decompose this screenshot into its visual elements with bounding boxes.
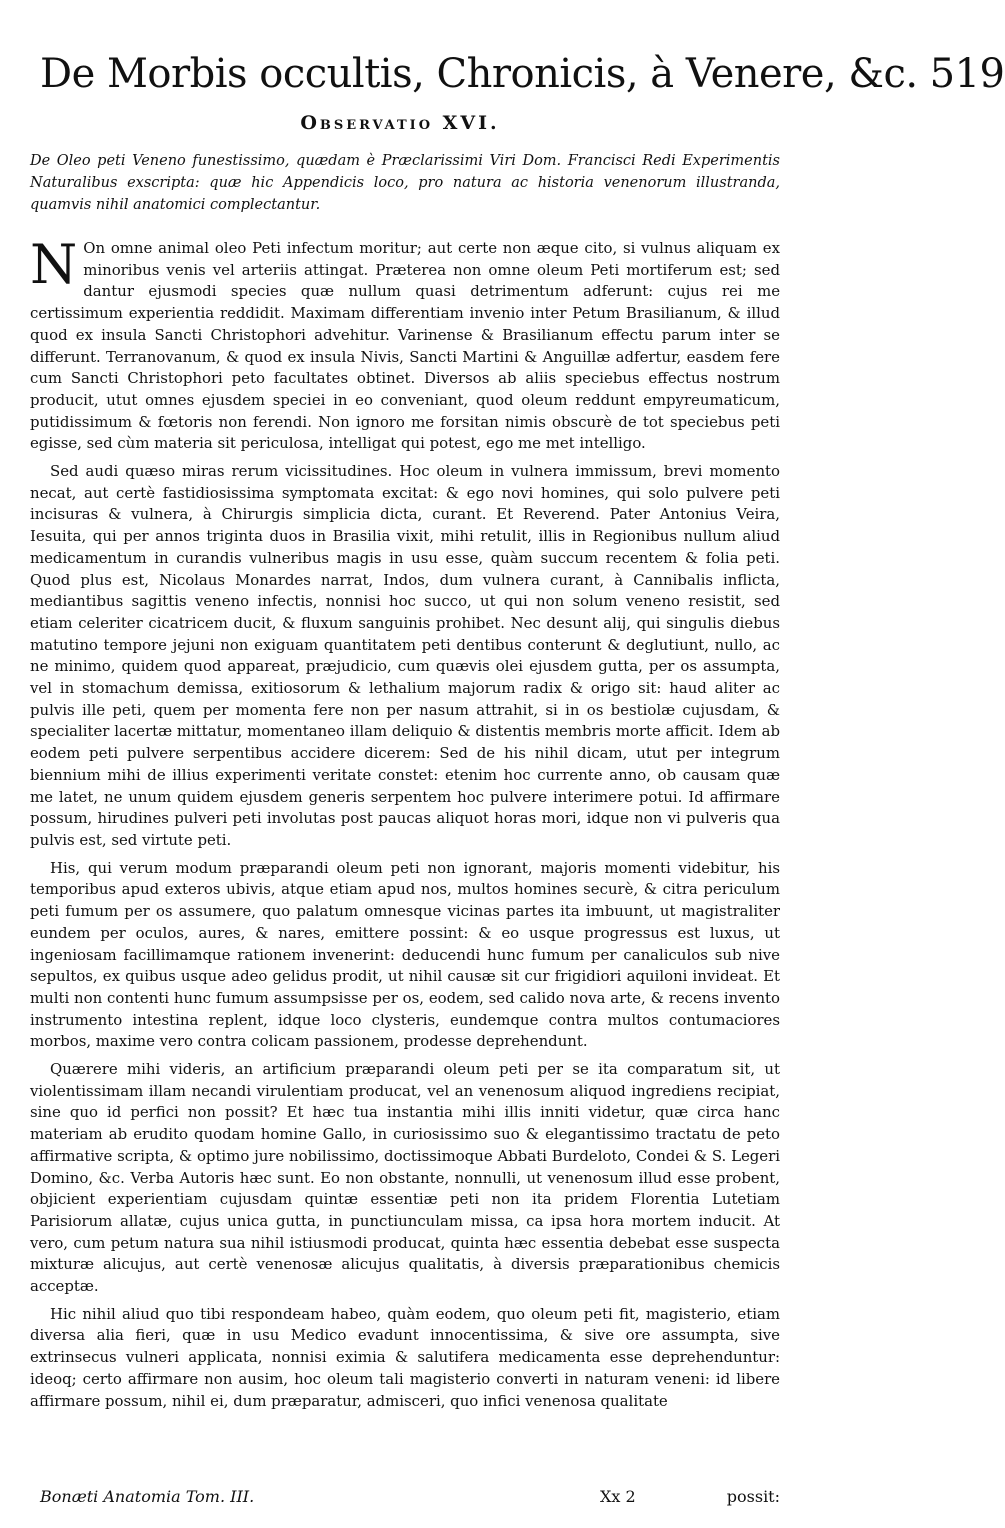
signature-mark: Xx 2 <box>600 1487 636 1506</box>
body-text <box>30 233 780 1418</box>
drop-cap: N <box>30 233 78 296</box>
catchword: possit: <box>726 1487 780 1506</box>
paragraph-4: Quærere mihi videris, an artificium præparandi oleum peti per se ita comparatum sit, ut violentissimam illam necandi virulentiam producat, vel an venenosum aliquod ingrediens recipiat, sine quo id perfici non possit? Et hæc tua instantia mihi illis inniti videtur, quæ circa hanc materiam ab erudito quodam homine Gallo, in curiosissimo suo & elegantissimo tractatu de peto affirmative scripta, & optimo jure nobilissimo, doctissimoque Abbati Burdeloto, Condei & S. Legeri Domino, &c. Verba Autoris hæc sunt. Eo non obstante, nonnulli, ut venenosum illud esse probent, objicient experientiam cujusdam quintæ essentiæ peti non ita pridem Florentia Lutetiam Parisiorum allatæ, cujus unica gutta, in punctiunculam missa, ca ipsa hora mortem inducit. At vero, cum petum natura sua nihil istiusmodi producat, quinta hæc essentia debebat esse suspecta mixturæ alicujus, aut certè venenosæ alicujus qualitatis, à diversis præparationibus chemicis acceptæ. <box>30 1060 780 1296</box>
page-number: 519 <box>929 51 1005 97</box>
footer-author: Bonæti Anatomia Tom. III. <box>40 1487 255 1506</box>
running-title: De Morbis occultis, Chronicis, à Venere, &c. <box>40 51 918 97</box>
running-head <box>40 50 1005 98</box>
paragraph-2: Sed audi quæso miras rerum vicissitudines. Hoc oleum in vulnera immissum, brevi momento necat, aut certè fastidiosissima symptomata excitat: & ego novi homines, qui solo pulvere peti incisuras & vulnera, à Chirurgis simplicia dicta, curant. Et Reverend. Pater Antonius Veira, Iesuita, qui per annos triginta duos in Brasilia vixit, mihi retulit, illis in Regionibus nullum aliud medicamentum in curandis vulneribus magis in usu esse, quàm succum recentem & folia peti. Quod plus est, Nicolaus Monardes narrat, Indos, dum vulnera curant, à Cannibalis inflicta, mediantibus sagittis veneno infectis, nonnisi hoc succo, ut qui non solum veneno resistit, sed etiam celeriter cicatricem ducit, & fluxum sanguinis prohibet. Nec desunt alij, qui singulis diebus matutino tempore jejuni non exiguam quantitatem peti dentibus conterunt & deglutiunt, nullo, ac ne minimo, quidem quod appareat, præjudicio, cum quævis olei ejusdem gutta, per os assumpta, vel in stomachum demissa, exitiosorum & lethalium majorum radix & origo sit: haud aliter ac pulvis ille peti, quem per momenta fere non per nasum attrahit, si in os bestiolæ cujusdam, & specialiter lacertæ mittatur, momentaneo illam deliquio & distentis membris morte afficit. Idem ab eodem peti pulvere serpentibus accidere dicerem: Sed de his nihil dicam, utut per integrum biennium mihi de illius experimenti veritate constet: etenim hoc currente anno, ob causam quæ me latet, ne unum quidem ejusdem generis serpentem hoc pulvere interimere potui. Id affirmare possum, hirudines pulveri peti involutas post paucas aliquot horas mori, idque non vi pulveris qua pulvis est, sed virtute peti. <box>30 462 780 849</box>
observation-intro: De Oleo peti Veneno funestissimo, quædam è Præclarissimi Viri Dom. Francisci Redi Experimentis Naturalibus exscripta: quæ hic Appendicis loco, pro natura ac historia venenorum illustranda, quamvis nihil anatomici complectantur. <box>30 153 780 213</box>
paragraph-3: His, qui verum modum præparandi oleum peti non ignorant, majoris momenti videbitur, his temporibus apud exteros ubivis, atque etiam apud nos, multos homines securè, & citra periculum peti fumum per os assumere, quo palatum omnesque vicinas partes ita imbuunt, ut magistraliter eundem per oculos, aures, & nares, emittere possint: & eo usque progressus est luxus, ut ingeniosam facillimamque rationem invenerint: deducendi hunc fumum per canaliculos sub nive sepultos, ex quibus usque adeo gelidus prodit, ut nihil causæ sit cur frigidiori aquiloni invideat. Et multi non contenti hunc fumum assumpsisse per os, eodem, sed calido nova arte, & recens invento instrumento intestina replent, idque loco clysteris, eundemque contra multos contumaciores morbos, maxime vero contra colicam passionem, prodesse deprehendunt. <box>30 858 780 1051</box>
paragraph-1-text: On omne animal oleo Peti infectum moritur; aut certe non æque cito, si vulnus aliquam ex minoribus venis vel arteriis attingat. Præterea non omne oleum Peti mortiferum est; sed dantur ejusmodi species quæ nullum quasi detrimentum adferunt: cujus rei me certissimum experientia reddidit. Maximam differentiam invenio inter Petum Brasilianum, & illud quod ex insula Sancti Christophori advehitur. Varinense & Brasilianum effectu parum inter se differunt. Terranovanum, & quod ex insula Nivis, Sancti Martini & Anguillæ adfertur, easdem fere cum Sancti Christophori peto facultates obtinet. Diversos ab aliis speciebus effectus nostrum producit, utut omnes ejusdem speciei in eo conveniant, quod oleum reddunt empyreumaticum, putidissimum & fœtoris non ferendi. Non ignoro me forsitan nimis obscurè de tot speciebus peti egisse, sed cùm materia sit periculosa, intelligat qui potest, ego me met intelligo. <box>30 239 780 453</box>
observation-heading: Observatio XVI. <box>300 112 500 134</box>
paragraph-1 <box>30 233 780 455</box>
paragraph-5: Hic nihil aliud quo tibi respondeam habeo, quàm eodem, quo oleum peti fit, magisterio, etiam diversa alia fieri, quæ in usu Medico evadunt innocentissima, & sive ore assumpta, sive extrinsecus vulneri applicata, nonnisi eximia & salutifera medicamenta esse deprehenduntur: ideoq; certo affirmare non ausim, hoc oleum tali magisterio converti in naturam veneni: id libere affirmare possum, nihil ei, dum præparatur, admisceri, quo infici venenosa qualitate <box>30 1304 780 1410</box>
page-footer <box>40 1484 780 1510</box>
